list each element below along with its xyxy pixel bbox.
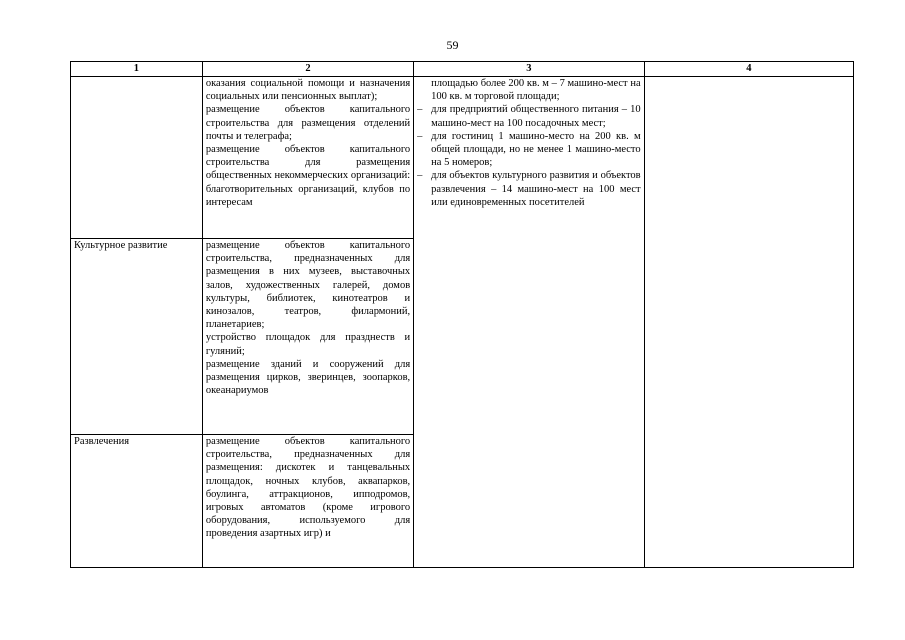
- description-paragraph: размещение объектов капитального строительства для размещения общественных некоммерческих организаций: благотворительных организаций, клубов по интересам: [205, 144, 411, 208]
- description-paragraph: размещение объектов капитального строительства для размещения отделений почты и телеграфа;: [205, 104, 411, 142]
- dash-marker: –: [417, 130, 423, 142]
- header-col-3: 3: [414, 62, 644, 77]
- parking-item-text: для гостиниц 1 машино-место на 200 кв. м общей площади, но не менее 1 машино-место на 5 номеров;: [431, 130, 641, 169]
- header-row: [71, 62, 854, 77]
- dash-marker: –: [417, 170, 423, 182]
- page-number: 59: [446, 38, 459, 52]
- use-name: Культурное развитие: [71, 239, 203, 435]
- use-name: Развлечения: [71, 435, 203, 568]
- parking-item-text: для объектов культурного развития и объектов развлечения – 14 машино-мест на 100 мест или единовременных посетителей: [431, 170, 641, 208]
- header-col-1: 1: [71, 62, 203, 77]
- header-col-4: 4: [644, 62, 853, 77]
- description-paragraph: размещение объектов капитального строительства, предназначенных для размещения: дискотек и танцевальных площадок, ночных клубов, аквапарков, боулинга, аттракционов, ипподромов, игровых автоматов (кроме игрового оборудования, используемого для проведения азартных игр) и: [205, 436, 411, 540]
- land-use-table: [70, 61, 854, 568]
- parking-requirements: [414, 77, 644, 568]
- use-name: [71, 77, 203, 239]
- parking-item-text: для предприятий общественного питания – 10 машино-мест на 100 посадочных мест;: [431, 104, 641, 129]
- description-paragraph: размещение объектов капитального строительства, предназначенных для размещения в них музеев, выставочных залов, художественных галерей, домов культуры, библиотек, кинотеатров и кинозалов, театров, филармоний, планетариев;: [205, 240, 411, 331]
- use-description: [202, 435, 413, 568]
- parking-continuation-text: площадью более 200 кв. м – 7 машино-мест на 100 кв. м торговой площади;: [431, 78, 641, 103]
- use-description: [202, 239, 413, 435]
- use-description: [202, 77, 413, 239]
- column-4-cell: [644, 77, 853, 568]
- parking-item: [417, 130, 640, 170]
- description-paragraph: устройство площадок для празднеств и гуляний;: [205, 332, 411, 357]
- dash-marker: –: [417, 104, 423, 116]
- parking-item: [417, 169, 640, 209]
- description-paragraph: размещение зданий и сооружений для размещения цирков, зверинцев, зоопарков, океанариумов: [205, 358, 411, 397]
- description-paragraph: оказания социальной помощи и назначения социальных или пенсионных выплат);: [205, 78, 411, 103]
- table-row: [71, 77, 854, 239]
- header-col-2: 2: [202, 62, 413, 77]
- parking-continuation: [417, 77, 640, 103]
- parking-item: [417, 103, 640, 129]
